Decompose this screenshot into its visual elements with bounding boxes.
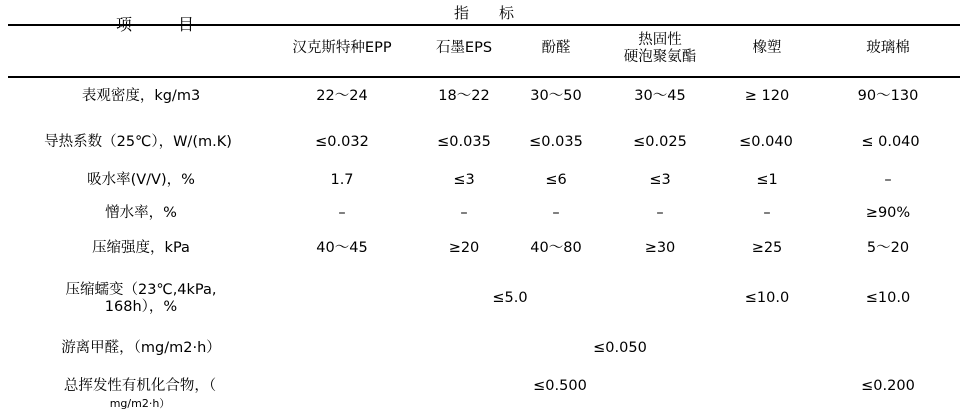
row-cell: ≤10.0 (865, 290, 911, 306)
row-label: 总挥发性有机化合物，（ mg/m2·h） (63, 378, 217, 411)
row-cell: ≤0.035 (437, 134, 491, 150)
row-cell-merged: ≤0.050 (593, 340, 647, 356)
row-cell: – (552, 205, 560, 221)
row-label: 吸水率(V/V)，% (87, 172, 195, 188)
row-cell: ≤10.0 (744, 290, 790, 306)
column-headers (0, 28, 968, 76)
row-cell: ≥20 (448, 240, 480, 256)
row-cell: – (656, 205, 664, 221)
row-label: 表观密度，kg/m3 (81, 88, 201, 104)
header-bottom-rule (8, 76, 960, 78)
row-cell: ≥25 (751, 240, 783, 256)
row-cell-merged: ≤0.500 (533, 378, 587, 394)
row-cell: 40～80 (530, 240, 582, 256)
row-label: 压缩蠕变（23℃,4kPa, 168h），% (65, 282, 217, 316)
row-cell: ≥ 120 (744, 88, 790, 104)
row-label: 游离甲醛，（mg/m2·h） (61, 340, 221, 356)
row-cell: ≤0.200 (861, 378, 915, 394)
row-cell: 1.7 (330, 172, 354, 188)
row-cell: ≥90% (865, 205, 911, 221)
row-cell: 22～24 (316, 88, 368, 104)
column-header-5: 玻璃棉 (866, 40, 910, 56)
row-cell: ≤1 (756, 172, 778, 188)
row-cell: ≤6 (545, 172, 567, 188)
column-header-1: 石墨EPS (435, 40, 493, 56)
row-cell: – (763, 205, 771, 221)
item-header-left: 项 (115, 15, 132, 34)
row-cell: 18～22 (438, 88, 490, 104)
column-header-3: 热固性 硬泡聚氨酯 (623, 32, 697, 65)
row-cell: – (338, 205, 346, 221)
row-cell: ≤0.035 (529, 134, 583, 150)
row-cell: ≤0.040 (739, 134, 793, 150)
item-header-right: 目 (178, 15, 195, 34)
row-cell: ≤0.025 (633, 134, 687, 150)
row-cell: – (460, 205, 468, 221)
row-label: 压缩强度，kPa (92, 240, 190, 256)
row-cell: 90～130 (857, 88, 919, 104)
indicator-header: 指 标 (453, 4, 514, 22)
column-header-4: 橡塑 (752, 40, 782, 56)
column-header-2: 酚醛 (541, 40, 571, 56)
row-cell: ≤ 0.040 (861, 134, 920, 150)
row-cell: ≤3 (649, 172, 671, 188)
row-cell: 30～45 (634, 88, 686, 104)
row-label: 憎水率，% (105, 205, 177, 221)
row-cell: ≤3 (453, 172, 475, 188)
row-cell: 30～50 (530, 88, 582, 104)
row-cell-merged: ≤5.0 (492, 290, 528, 306)
row-cell: ≥30 (644, 240, 676, 256)
row-cell: 40～45 (316, 240, 368, 256)
row-label: 导热系数（25℃），W/(m.K) (44, 134, 232, 150)
row-cell: 5～20 (866, 240, 910, 256)
column-header-0: 汉克斯特种EPP (292, 40, 392, 56)
row-cell: ≤0.032 (315, 134, 369, 150)
row-cell: – (884, 172, 892, 188)
